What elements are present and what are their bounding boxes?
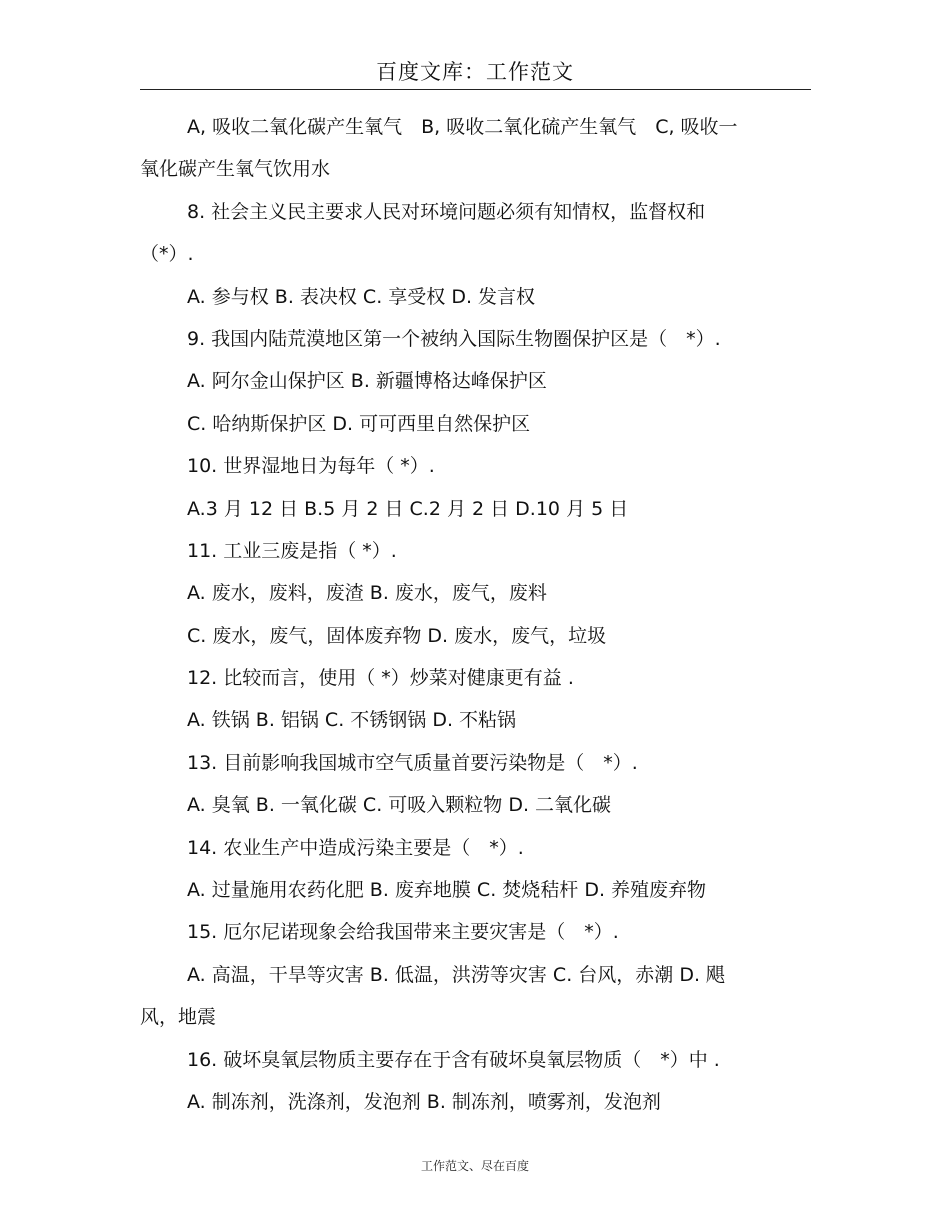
question-14: 14. 农业生产中造成污染主要是（ *）. [187,836,524,859]
option-line: A, 吸收二氧化碳产生氧气 B, 吸收二氧化硫产生氧气 C, 吸收一 [187,116,738,138]
question-9-options-cd: C. 哈纳斯保护区 D. 可可西里自然保护区 [187,412,531,435]
document-body [140,106,810,1123]
question-8: 8. 社会主义民主要求人民对环境问题必须有知情权，监督权和 [187,200,706,223]
question-11-options-cd: C. 废水，废气，固体废弃物 D. 废水，废气，垃圾 [187,624,607,647]
question-15-options: A. 高温，干旱等灾害 B. 低温，洪涝等灾害 C. 台风，赤潮 D. 飓 [187,963,726,986]
question-15: 15. 厄尔尼诺现象会给我国带来主要灾害是（ *）. [187,921,619,944]
page-header-title: 百度文库：工作范文 [376,60,574,84]
page-footer: 工作范文、尽在百度 [420,1159,529,1173]
question-10: 10. 世界湿地日为每年（ *）. [187,455,435,478]
question-12-options: A. 铁锅 B. 铝锅 C. 不锈钢锅 D. 不粘锅 [187,709,517,732]
question-12: 12. 比较而言，使用（ *）炒菜对健康更有益 . [187,667,574,690]
header-divider [140,89,811,90]
option-line-continued: 氧化碳产生氧气饮用水 [140,158,331,181]
question-11-options-ab: A. 废水，废料，废渣 B. 废水，废气，废料 [187,582,547,605]
question-13-options: A. 臭氧 B. 一氧化碳 C. 可吸入颗粒物 D. 二氧化碳 [187,794,612,817]
question-9: 9. 我国内陆荒漠地区第一个被纳入国际生物圈保护区是（ *）. [187,327,721,350]
question-16: 16. 破坏臭氧层物质主要存在于含有破坏臭氧层物质（ *）中 . [187,1048,720,1071]
question-13: 13. 目前影响我国城市空气质量首要污染物是（ *）. [187,751,638,774]
question-9-options-ab: A. 阿尔金山保护区 B. 新疆博格达峰保护区 [187,370,547,393]
question-15-options-continued: 风，地震 [140,1006,217,1029]
question-11: 11. 工业三废是指（ *）. [187,539,397,562]
question-8-continued: （*）. [140,243,194,266]
question-8-options: A. 参与权 B. 表决权 C. 享受权 D. 发言权 [187,285,536,308]
question-10-options: A.3 月 12 日 B.5 月 2 日 C.2 月 2 日 D.10 月 5 日 [187,497,629,520]
question-16-options: A. 制冻剂，洗涤剂，发泡剂 B. 制冻剂，喷雾剂，发泡剂 [187,1090,661,1113]
question-14-options: A. 过量施用农药化肥 B. 废弃地膜 C. 焚烧秸杆 D. 养殖废弃物 [187,879,707,902]
